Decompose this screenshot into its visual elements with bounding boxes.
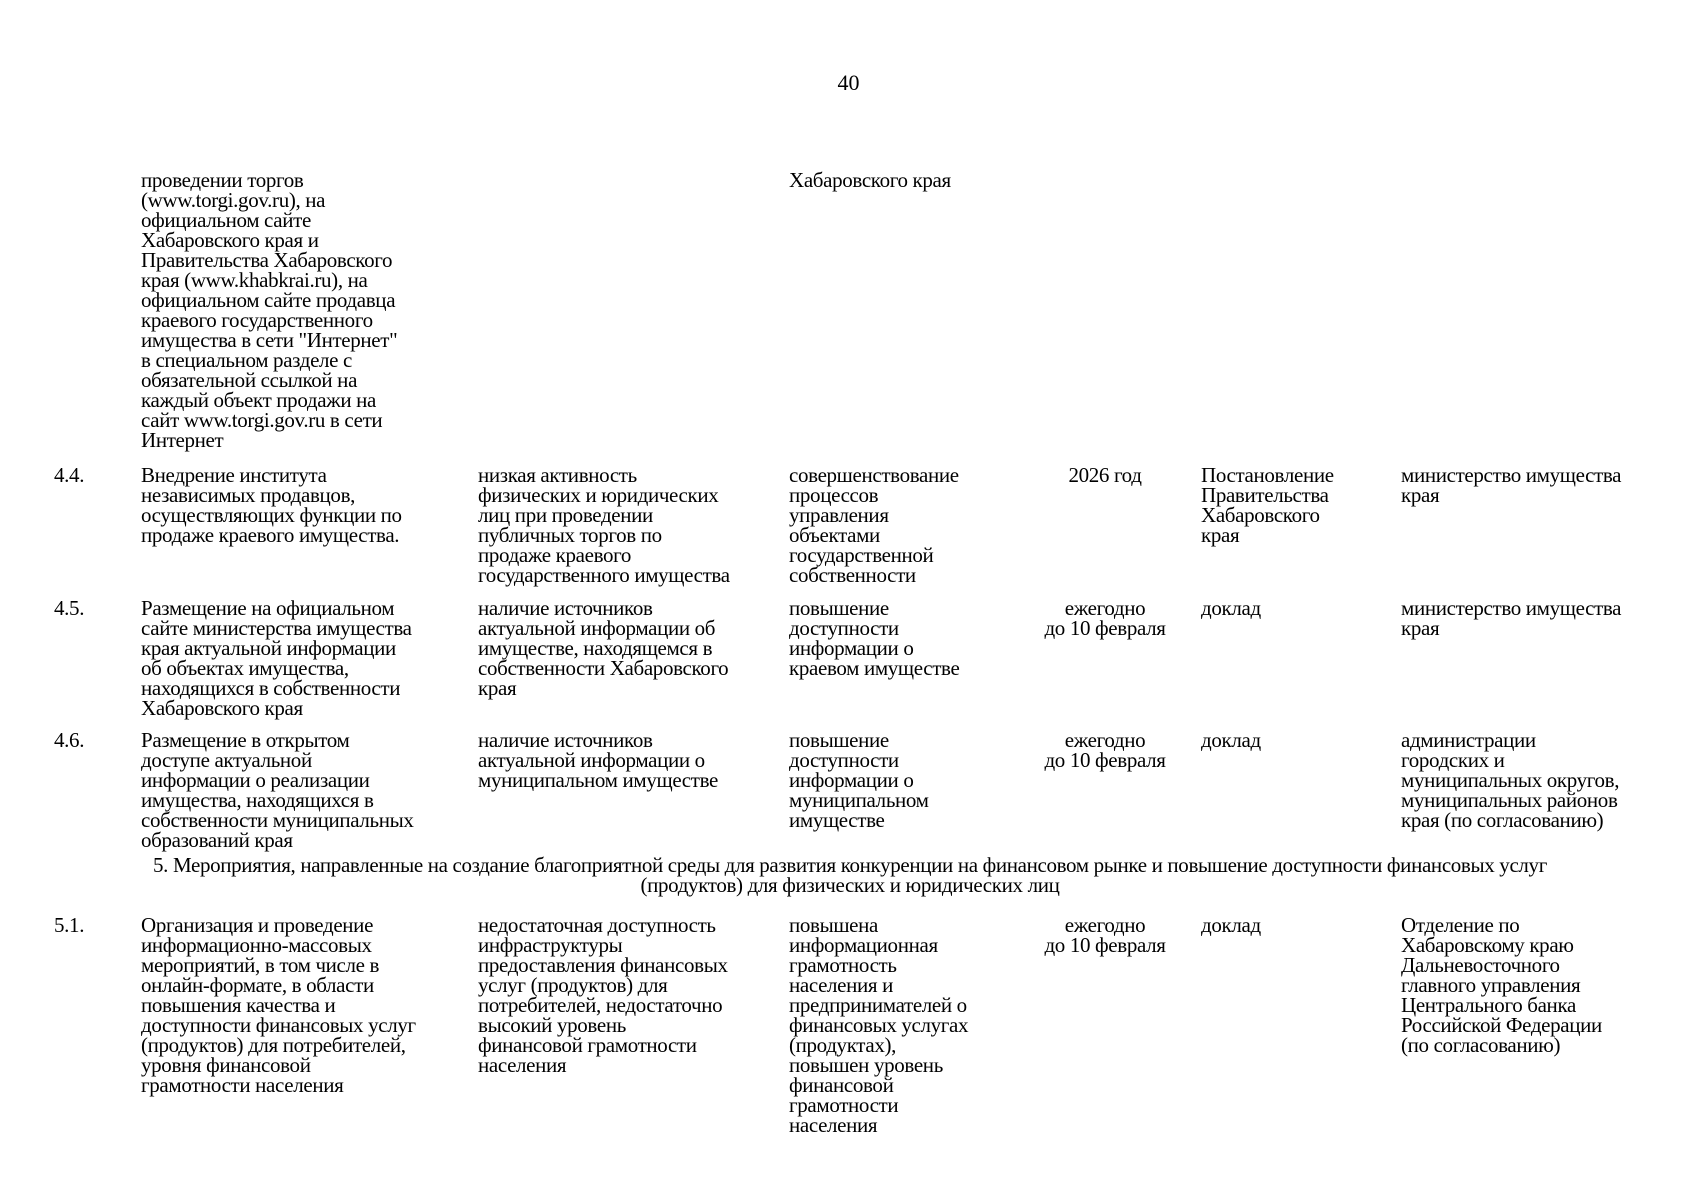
row-responsible: Отделение по Хабаровскому краю Дальневосточного главного управления Центрального банка Российской Федерации (по согласованию): [1401, 913, 1602, 1057]
row-problem: наличие источников актуальной информации о муниципальном имуществе: [478, 728, 719, 792]
row-document: доклад: [1201, 596, 1261, 620]
continuation-result: Хабаровского края: [789, 168, 951, 192]
row-number: 5.1.: [54, 913, 85, 937]
row-number: 4.4.: [54, 463, 85, 487]
row-deadline: ежегодно до 10 февраля: [1044, 913, 1166, 957]
section-heading: 5. Мероприятия, направленные на создание благоприятной среды для развития конкуренции на финансовом рынке и повышение доступности финансовых услуг (продуктов) для физических и юридических лиц: [153, 853, 1547, 897]
row-problem: наличие источников актуальной информации об имуществе, находящемся в собственности Хабаровского края: [478, 596, 729, 700]
row-number: 4.5.: [54, 596, 85, 620]
row-deadline: 2026 год: [1068, 463, 1142, 487]
row-result: повышение доступности информации о краевом имуществе: [789, 596, 960, 680]
row-number: 4.6.: [54, 728, 85, 752]
row-result: повышена информационная грамотность населения и предпринимателей о финансовых услугах (продуктах), повышен уровень финансовой грамотности населения: [789, 913, 969, 1137]
row-result: совершенствование процессов управления объектами государственной собственности: [789, 463, 959, 587]
row-document: доклад: [1201, 913, 1261, 937]
row-problem: недостаточная доступность инфраструктуры предоставления финансовых услуг (продуктов) для потребителей, недостаточно высокий уровень финансовой грамотности населения: [478, 913, 728, 1077]
row-deadline: ежегодно до 10 февраля: [1044, 728, 1166, 772]
row-deadline: ежегодно до 10 февраля: [1044, 596, 1166, 640]
page-number: 40: [837, 70, 860, 95]
row-description: Внедрение института независимых продавцов, осуществляющих функции по продаже краевого имущества.: [141, 463, 402, 547]
row-problem: низкая активность физических и юридических лиц при проведении публичных торгов по продаже краевого государственного имущества: [478, 463, 730, 587]
row-result: повышение доступности информации о муниципальном имуществе: [789, 728, 929, 832]
row-document: доклад: [1201, 728, 1261, 752]
continuation-description: проведении торгов (www.torgi.gov.ru), на официальном сайте Хабаровского края и Правительства Хабаровского края (www.khabkrai.ru), на официальном сайте продавца краевого государственного имущества в сети "Интернет" в специальном разделе с обязательной ссылкой на каждый объект продажи на сайт www.torgi.gov.ru в сети Интернет: [141, 168, 398, 452]
row-description: Организация и проведение информационно-массовых мероприятий, в том числе в онлайн-формате, в области повышения качества и доступности финансовых услуг (продуктов) для потребителей, уровня финансовой грамотности населения: [141, 913, 416, 1097]
row-responsible: министерство имущества края: [1401, 463, 1622, 507]
row-responsible: министерство имущества края: [1401, 596, 1622, 640]
row-document: Постановление Правительства Хабаровского края: [1201, 463, 1334, 547]
row-responsible: администрации городских и муниципальных округов, муниципальных районов края (по согласованию): [1401, 728, 1620, 832]
row-description: Размещение в открытом доступе актуальной информации о реализации имущества, находящихся в собственности муниципальных образований края: [141, 728, 414, 852]
row-description: Размещение на официальном сайте министерства имущества края актуальной информации об объектах имущества, находящихся в собственности Хабаровского края: [141, 596, 412, 720]
